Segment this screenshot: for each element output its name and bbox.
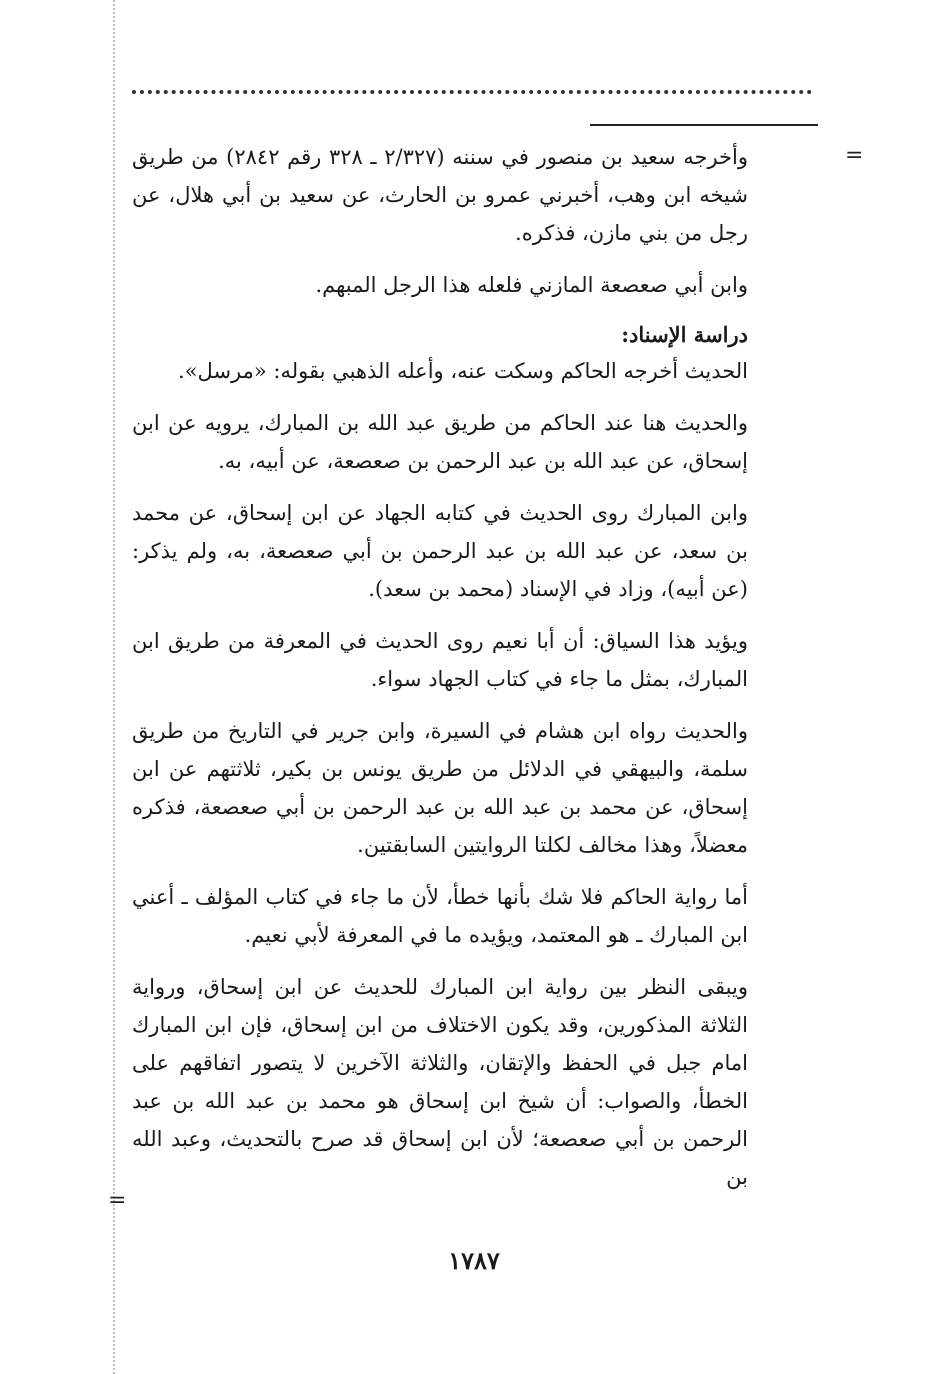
continuation-mark-bottom: =	[108, 1188, 127, 1213]
section-heading: دراسة الإسناد:	[621, 322, 748, 347]
page-body	[132, 138, 748, 1210]
top-dotted-separator	[132, 90, 812, 94]
paragraph: أما رواية الحاكم فلا شك بأنها خطأ، لأن ما جاء في كتاب المؤلف ـ أعني ابن المبارك ـ هو المعتمد، ويؤيده ما في المعرفة لأبي نعيم.	[132, 885, 748, 947]
left-dotted-guide	[113, 0, 115, 1374]
paragraph: الحديث أخرجه الحاكم وسكت عنه، وأعله الذهبي بقوله: «مرسل».	[178, 359, 748, 383]
paragraph: والحديث رواه ابن هشام في السيرة، وابن جرير في التاريخ من طريق سلمة، والبيهقي في الدلائل من طريق يونس بن بكير، ثلاثتهم عن ابن إسحاق، عن محمد بن عبد الله بن عبد الرحمن بن أبي صعصعة، فذكره معضلاً، وهذا مخالف لكلتا الروايتين السابقتين.	[132, 719, 748, 857]
page-number: ١٧٨٧	[448, 1246, 500, 1275]
paragraph: وأخرجه سعيد بن منصور في سننه (٢/٣٢٧ ـ ٣٢٨ رقم ٢٨٤٢) من طريق شيخه ابن وهب، أخبرني عمرو بن الحارث، عن سعيد بن أبي هلال، عن رجل من بني مازن، فذكره.	[132, 145, 748, 245]
paragraph: ويؤيد هذا السياق: أن أبا نعيم روى الحديث في المعرفة من طريق ابن المبارك، بمثل ما جاء في كتاب الجهاد سواء.	[132, 629, 748, 691]
footnote-rule	[590, 124, 818, 126]
paragraph: وابن أبي صعصعة المازني فلعله هذا الرجل المبهم.	[315, 273, 748, 297]
continuation-mark-top: =	[845, 143, 864, 168]
paragraph: ويبقى النظر بين رواية ابن المبارك للحديث عن ابن إسحاق، ورواية الثلاثة المذكورين، وقد يكون الاختلاف من ابن إسحاق، فإن ابن المبارك امام جبل في الحفظ والإتقان، والثلاثة الآخرين لا يتصور اتفاقهم على الخطأ، والصواب: أن شيخ ابن إسحاق هو محمد بن عبد الله بن عبد الرحمن بن أبي صعصعة؛ لأن ابن إسحاق قد صرح بالتحديث، وعبد الله بن	[132, 975, 748, 1189]
paragraph: وابن المبارك روى الحديث في كتابه الجهاد عن ابن إسحاق، عن محمد بن سعد، عن عبد الله بن عبد الرحمن بن أبي صعصعة، به، ولم يذكر: (عن أبيه)، وزاد في الإسناد (محمد بن سعد).	[132, 501, 748, 601]
paragraph: والحديث هنا عند الحاكم من طريق عبد الله بن المبارك، يرويه عن ابن إسحاق، عن عبد الله بن عبد الرحمن بن صعصعة، عن أبيه، به.	[132, 411, 748, 473]
